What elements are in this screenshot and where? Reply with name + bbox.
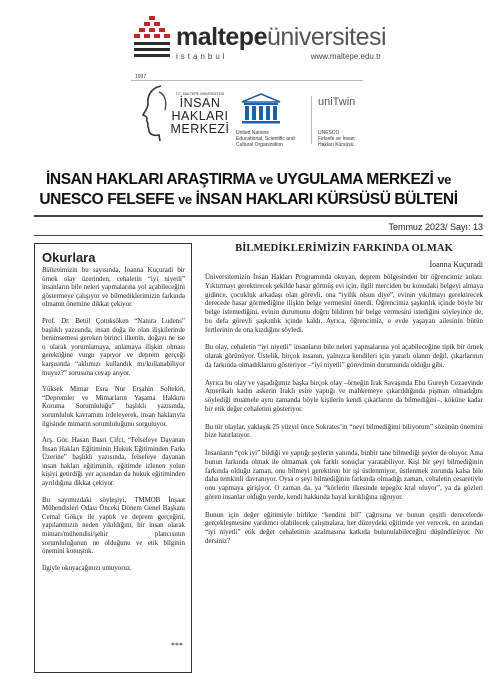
editor-note-paragraph: Bu sayımızdaki söyleşiyi, TMMOB İnşaat Mühendisleri Odası Önceki Dönem Genel Başkanı Cemal Gökçe ile yaptık ve deprem gerçeğini, yapılanmızın neden yıkıldığını, bir insan olarak mimarı/mühendisi/şehir plancısının sorumluluğunun ne olduğunu ve etik bilginin önemini konuştuk. [42, 496, 185, 556]
editor-note-closing: İlgiyle okuyacağınızı umuyoruz. [42, 564, 132, 572]
founding-year: 1997 [135, 74, 147, 80]
unesco-caption-line: Educational, Scientific and [236, 136, 295, 142]
bulletin-title-line2: UNESCO FELSEFE ve İNSAN HAKLARI KÜRSÜSÜ BÜLTENİ [39, 191, 458, 208]
editor-note-paragraph: Bültenimizin bu sayısında, İoanna Kuçuradi bir örnek olay üzerinden, cehaletin “iyi niyetli” insanların bile neleri yapmalarına yol açabileceğini göstermeye çalışıyor ve bilmediklerimizin farkında olmanın önemine dikkat çekiyor. [42, 267, 185, 309]
brand-name: maltepeüniversitesi [176, 23, 387, 51]
issue-label: Temmuz 2023/ Sayı: 13 [388, 222, 483, 232]
article-paragraph: Bu olay, cehaletin “iyi niyetli” insanların bile neleri yapmalarına yol açabileceğine tipik bir örnek olarak görünüyor. Üstelik, birçok insanın, yalnızca kendileri için yararlı olanın değil, çıkarlarının da farkında olmadıklarını gösteriyor –“iyi niyetli” görevlinin durumunda olduğu gibi. [205, 343, 483, 369]
unesco-caption-line: United Nations [236, 130, 269, 136]
unitwin-caption-line: UNESCO [318, 130, 340, 136]
editor-note-paragraph: Arş. Gör. Hasan Basri Çifci, “Felsefeye Dayanan İnsan Hakları Eğitiminin Hukuk Eğitiminden Farkı Üzerine” başlıklı yazısında, felsefeye dayanan insan hakları eğitiminin, eğitimde izlenen yolun kişiyi getirdiği yer açısından da hukuk eğitiminden ayrıldığına dikkat çekiyor. [42, 437, 185, 488]
brand [176, 24, 386, 61]
maltepe-logo-icon [131, 14, 173, 62]
unesco-temple-icon [238, 92, 284, 126]
unitwin-caption-line: Felsefe ve İnsan [318, 136, 355, 142]
editor-note-box [34, 243, 192, 673]
article-paragraph: Bunun için değer eğitimiyle birlikte “kendini bil” çağrısına ve bunun çeşitli derecelerde gerçekleşmesine yardımcı olabilecek çalışmalara, her düzeydeki eğitimde yer verecek, en azından “iyi niyetli” etik değer cehaletinin azalmasına katkıda bulunulabileceğini düşündürüyor. Ne dersiniz? [205, 510, 483, 545]
issue-rule [34, 235, 483, 236]
human-rights-center-logo [170, 92, 230, 136]
article-paragraph: Üniversitemizin İnsan Hakları Programında okuyan, deprem bölgesinden bir öğrencimiz anlatı: Yıktırmayı gerektirecek şekilde hasar görmüş evi için, ilgili merciden bu konudaki belgeyi almaya gidince, çocukluk arkadaşı olan görevli, ona “iyilik olsun diye”, evinin yıkılmayı gerektirecek derecede hasar görmediğine ilişkin belge vermesini önerdi. Öğrencimiz şaşkınlık içinde böyle bir belge istemediğini, evinin durumunu doğru bildiren bir belge vermesini istediğini söyleyince de, bu defa görevli şaşkınlık içinde kaldı. Ayrıca, öğrencimiz, o evde yaşayan ailesinin bütün fertlerinin de ona kızdığını söyledi. [205, 273, 483, 334]
editor-note-paragraph: Prof. Dr. Betül Çotuksöken “Natura Ludens” başlıklı yazısında, insan doğa ile olan ilişkilerinde benimsemesi gereken birinci ilkenin, doğayı ne ise o olarak yorumlamaya, anlamaya ilişkin olması gerektiğine vurgu yapıyor ve deprem gerçeği karşısında “aklımızı kullandık mı/kullanabiliyor muyuz?” sorusuna cevap arıyor. [42, 317, 185, 377]
article-paragraph: İnsanların “çok iyi” bildiği ve yaptığı şeylerin yanında, binbir tane bilmediği şeyler de oluyor. Ama bunun farkında olmak ile olmamak çok farklı sonuçlar yaratabiliyor. Kişi bir şeyi bilmediğinin farkında olduğu zaman, onu bilmeyi gerektiren bir işi üstlenmiyor, üstlenmek zorunda kalsa bile daha temkinli davranıyor. Oysa o şeyi bilmediğinin farkında olmadığı zaman, cehaletin cesaretiyle onu yapmaya girişiyor. O zaman da, ya “körlerin ilkesinde tepegöz kral oluyor”, ya da gözleri gören insanlar olduğu yerde, kendi hakkında hayal kırıklığına uğruyor. [205, 449, 483, 501]
article-author: İoanna Kuçuradi [429, 260, 483, 269]
unitwin-caption [318, 130, 378, 148]
unesco-caption [236, 130, 311, 148]
center-line3: MERKEZİ [170, 122, 230, 136]
article [205, 243, 483, 546]
article-paragraph: Ayrıca bu olay ve yaşadığımız başka birçok olay –örneğin Irak Savaşında Ebu Gureyb Cezaevinde Amerikalı kadın askerin Iraklı esire yaptığı ve mahkemeye çıkarıldığında pişman olmadığını söylediği muamele aynı zamanda böyle kişilerin kendi çıkarlarını da bilmediğini–, köküne kadar bir etik değer cehaletini gösteriyor. [205, 378, 483, 413]
brand-subline [176, 52, 381, 61]
bulletin-title [0, 170, 497, 210]
logo-separator [311, 96, 312, 144]
center-line1: İNSAN [179, 96, 221, 110]
unesco-caption-line: Cultural Organization [236, 142, 283, 148]
brand-url[interactable]: www.maltepe.edu.tr [310, 52, 381, 61]
editor-note-stars: *** [171, 641, 183, 650]
unitwin-logo: uniTwin [318, 96, 356, 108]
brand-city: istanbul [176, 52, 228, 61]
center-university-label: T.C. MALTEPE ÜNİVERSİTESİ [175, 92, 225, 96]
unitwin-caption-line: Hakları Kürsüsü [318, 142, 354, 148]
editor-note-paragraph: Yüksek Mimar Esra Nur Erşahin Soltekin, “Depremler ve Mimarların Yaşama Hakkını Koruma Sorumluluğu” başlıklı yazısında, sorumluluk kavramını irdeleyerek, insan haklarıyla ilgisinde mimarın sorumluluğunu sorguluyor. [42, 386, 185, 428]
editor-note-heading: Okurlara [42, 250, 96, 265]
article-title: BİLMEDİKLERİMİZİN FARKINDA OLMAK [235, 243, 453, 254]
header-divider [131, 80, 363, 81]
title-rule [34, 215, 483, 217]
center-line2: HAKLARI [171, 109, 229, 123]
bulletin-title-line1: İNSAN HAKLARI ARAŞTIRMA ve UYGULAMA MERKEZİ ve [46, 171, 451, 188]
article-paragraph: Bu tür olaylar, yaklaşık 25 yüzyıl önce Sokrates’in “neyi bilmediğimi biliyorum” sözünün önemini bize hatırlatıyor. [205, 422, 483, 440]
